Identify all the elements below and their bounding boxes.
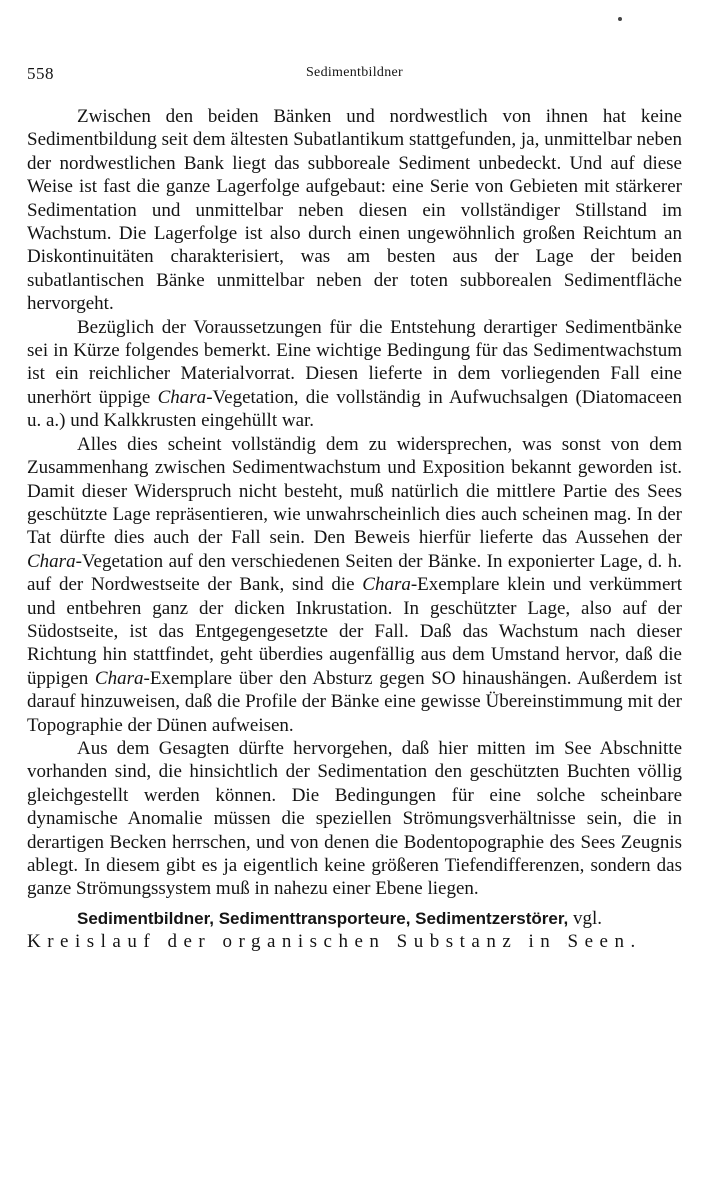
genus-name-chara: Chara	[362, 574, 411, 596]
genus-name-chara: Chara	[27, 550, 76, 572]
paragraph-3-text-a: Alles dies scheint vollständig dem zu widersprechen, was sonst von dem Zusammenhang zwischen Sedimentwachstum und Exposition bekannt geworden ist. Damit dieser Widerspruch nicht besteht, muß natürlich die mittlere Partie des Sees geschützte Lage repräsentieren, wie unwahrscheinlich dies auch scheinen mag. In der Tat dürfte dies auch der Fall sein. Den Beweis hierfür lieferte das Aussehen der	[27, 433, 682, 549]
paragraph-2-text-a: Bezüglich der Voraussetzungen für die Entstehung derartiger Sedimentbänke sei in Kürze folgendes bemerkt. Eine wichtige Bedingung für das Sedimentwachstum ist ein reichlicher Materialvorrat. Diesen lieferte in dem vorliegenden Fall eine unerhört üppige	[27, 316, 682, 408]
paragraph-1: Zwischen den beiden Bänken und nordwestlich von ihnen hat keine Sedimentbildung seit dem ältesten Subatlantikum stattgefunden, ja, unmittelbar neben der nordwestlichen Bank liegt das subboreale Sediment unbedeckt. Und auf diese Weise ist fast die ganze Lagerfolge aufgebaut: eine Serie von Gebieten mit stärkerer Sedimentation und unmittelbar neben diesen ein vollständiger Stillstand im Wachstum. Die Lagerfolge ist also durch einen ungewöhnlich großen Reichtum an Diskontinuitäten charakterisiert, was am besten aus der Lage der beiden subatlantischen Bänke unmittelbar neben der toten subborealen Sedimentfläche hervorgeht.	[27, 106, 682, 315]
genus-name-chara: Chara	[157, 386, 207, 408]
paragraph-3-text-b: -Vegetation auf den verschiedenen Seiten der Bänke. In exponierter Lage, d. h. auf der Nordwestseite der Bank, sind die	[27, 550, 682, 596]
entry-cross-reference: Kreislauf der organischen Substanz in Seen.	[27, 931, 642, 953]
paragraph-4: Aus dem Gesagten dürfte hervorgehen, daß hier mitten im See Abschnitte vorhanden sind, die hinsichtlich der Sedimentation den geschützten Buchten völlig gleichgestellt werden können. Die Bedingungen für eine solche scheinbare dynamische Anomalie müssen die speziellen Strömungsverhältnisse sein, die in derartigen Becken herrschen, und von denen die Bodentopographie des Sees Zeugnis ablegt. In diesem gibt es ja eigentlich keine größeren Tiefendifferenzen, sondern das ganze Strömungssystem muß in nahezu einer Ebene liegen.	[27, 737, 682, 900]
entry-vgl: vgl.	[568, 907, 603, 929]
paragraph-3-text-c: -Exemplare klein und verkümmert und entbehren ganz der dicken Inkrustation. In geschützter Lage, also auf der Südostseite, ist das Entgegengesetzte der Fall. Daß das Wachstum nach dieser Richtung hin stattfindet, geht überdies augenfällig aus dem Umstand hervor, daß die üppigen	[27, 574, 682, 689]
print-speck	[618, 17, 622, 21]
body-text	[27, 105, 682, 954]
paragraph-2	[27, 316, 682, 433]
lexicon-entry	[27, 907, 682, 954]
paragraph-3-text-d: -Exemplare über den Absturz gegen SO hinaushängen. Außerdem ist darauf hinzuweisen, daß die Profile der Bänke eine gewisse Übereinstimmung mit der Topographie der Dünen aufweisen.	[27, 667, 683, 736]
entry-term: Sedimentbildner, Sedimenttransporteure, Sedimentzerstörer,	[77, 908, 569, 928]
genus-name-chara: Chara	[94, 667, 144, 689]
page-number: 558	[27, 64, 54, 83]
running-title: Sedimentbildner	[305, 65, 404, 80]
paragraph-2-text-b: -Vegetation, die vollständig in Aufwuchsalgen (Diatomaceen u. a.) und Kalkkrusten eingehüllt war.	[27, 386, 682, 432]
paragraph-3	[27, 433, 682, 737]
page-header	[27, 64, 682, 88]
